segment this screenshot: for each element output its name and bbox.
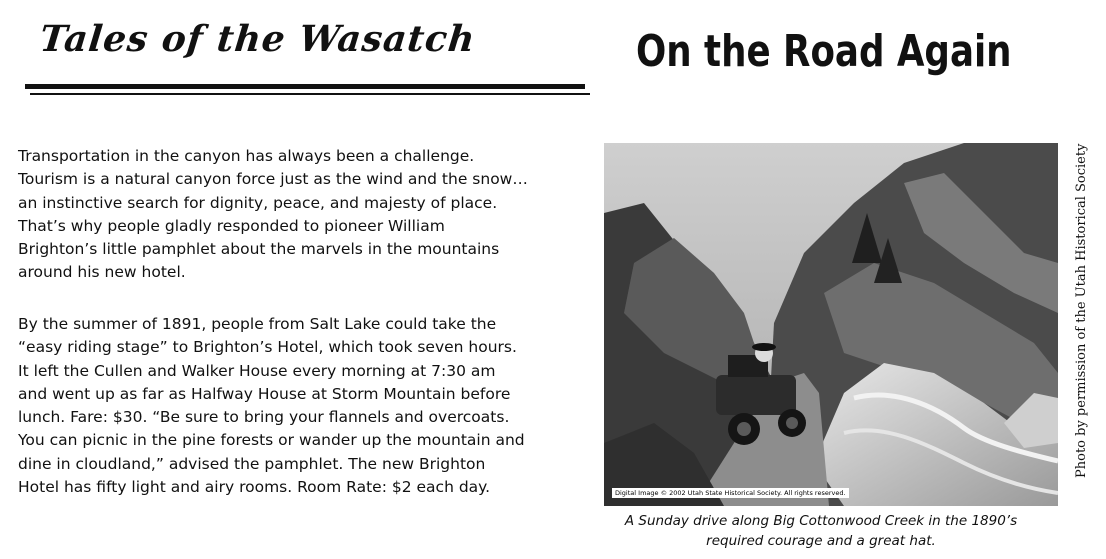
body-paragraph-2: By the summer of 1891, people from Salt Lake could take the “easy riding stage” to Brighton’s Hotel, which took seven hours. It left the Cullen and Walker House every morning at 7:30 am and went up as far as Halfway House at Storm Mountain before lunch. Fare: $30. “Be sure to bring your flannels and overcoats. You can picnic in the pine forests or wander up the mountain and dine in cloudland,” advised the pamphlet. The new Brighton Hotel has fifty light and airy rooms. Room Rate: $2 each day.	[18, 315, 525, 497]
photo-side-credit: Photo by permission of the Utah Historical Society	[1074, 143, 1089, 478]
series-title: Tales of the Wasatch	[37, 18, 478, 60]
body-paragraph-1: Transportation in the canyon has always been a challenge. Tourism is a natural canyon force just as the wind and the snow…an instinctive search for dignity, peace, and majesty of place. That’s why people gladly responded to pioneer William Brighton’s little pamphlet about the marvels in the mountains around his new hotel.	[18, 147, 528, 282]
header-rule-thick	[25, 84, 585, 89]
header-rule-thin	[30, 93, 590, 95]
photo-caption: A Sunday drive along Big Cottonwood Creek in the 1890’s required courage and a great hat.	[624, 513, 1018, 549]
photo-digital-credit: Digital Image © 2002 Utah State Historical Society. All rights reserved.	[612, 488, 849, 498]
article-title: On the Road Again	[636, 26, 1012, 77]
historic-photo-canyon-car	[604, 143, 1058, 506]
